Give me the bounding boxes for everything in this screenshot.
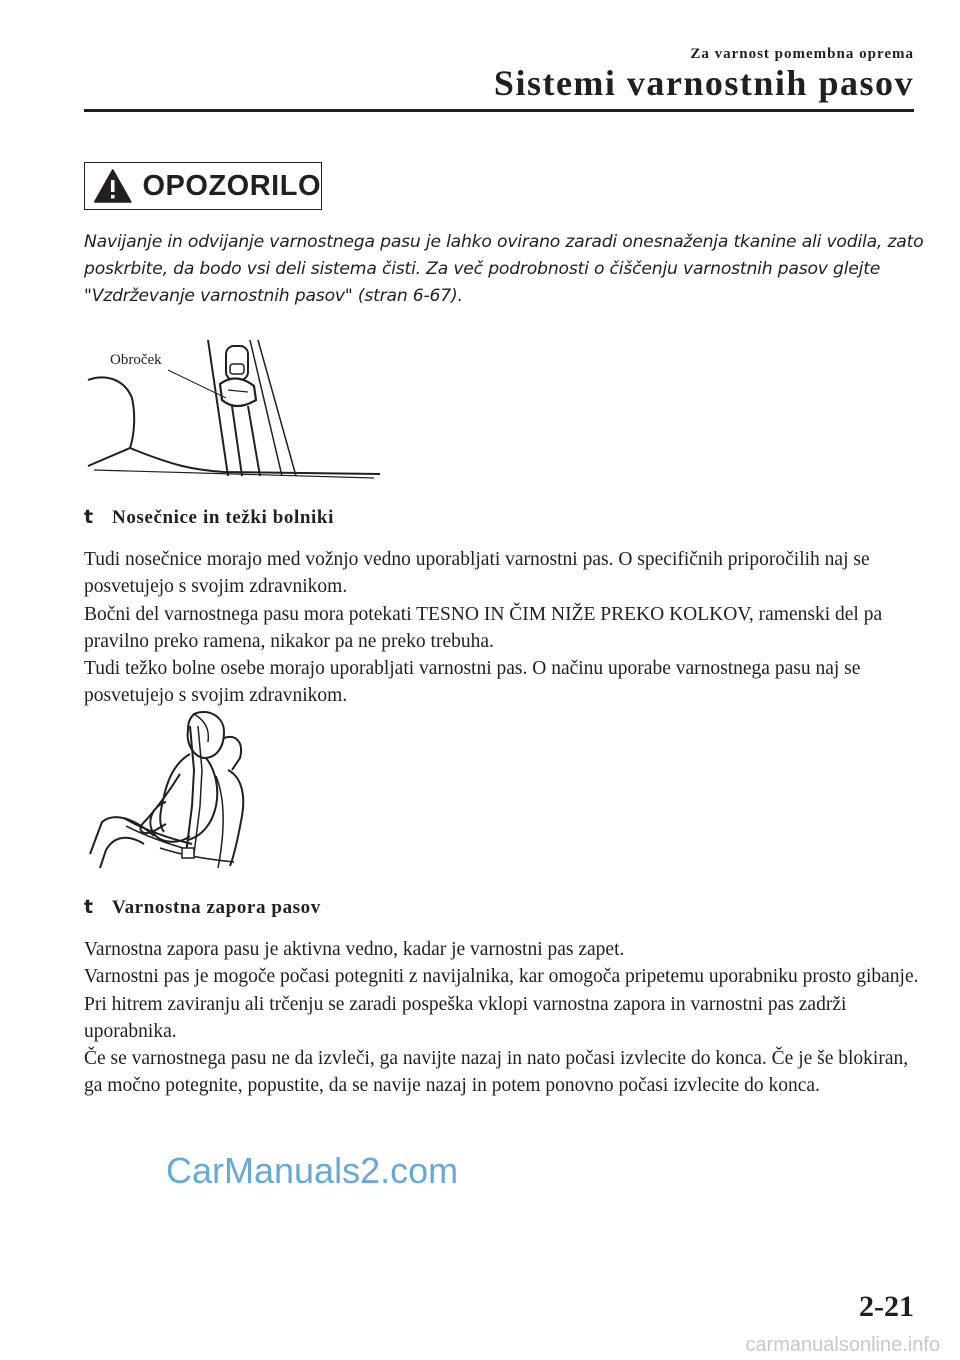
section-heading-pregnant bbox=[84, 506, 334, 529]
section-heading-belt-lock bbox=[84, 896, 321, 919]
seatbelt-ring-figure bbox=[84, 336, 384, 484]
paragraph: Tudi težko bolne osebe morajo uporabljati varnostni pas. O načinu uporabe varnostnega pasu naj se posvetujejo s svojim zdravnikom. bbox=[84, 658, 861, 707]
section-body-pregnant bbox=[84, 546, 924, 710]
warning-triangle-icon bbox=[93, 168, 133, 204]
paragraph: Tudi nosečnice morajo med vožnjo vedno uporabljati varnostni pas. O specifičnih priporočilih naj se posvetujejo s svojim zdravnikom. bbox=[84, 549, 870, 598]
paragraph: Bočni del varnostnega pasu mora potekati TESNO IN ČIM NIŽE PREKO KOLKOV, ramenski del pa pravilno preko ramena, nikakor pa ne preko trebuha. bbox=[84, 603, 883, 652]
warning-box bbox=[84, 162, 322, 210]
section-body-belt-lock bbox=[84, 936, 924, 1100]
section-title: Varnostna zapora pasov bbox=[112, 897, 321, 918]
section-header: Za varnost pomembna oprema bbox=[690, 46, 914, 62]
header-divider bbox=[84, 109, 914, 112]
page-title: Sistemi varnostnih pasov bbox=[493, 63, 914, 103]
paragraph: Varnostna zapora pasu je aktivna vedno, kadar je varnostni pas zapet. bbox=[84, 939, 625, 960]
bullet-icon: t bbox=[84, 896, 94, 918]
footer-watermark: carmanualsonline.info bbox=[745, 1334, 940, 1356]
bullet-icon: t bbox=[84, 506, 94, 528]
watermark: CarManuals2.com bbox=[166, 1150, 459, 1191]
warning-text: Navijanje in odvijanje varnostnega pasu je lahko ovirano zaradi onesnaženja tkanine ali vodila, zato poskrbite, da bodo vsi deli sistema čisti. Za več podrobnosti o čiščenju varnostnih pasov glejte "Vzdrževanje varnostnih pasov" (stran 6-67). bbox=[84, 232, 924, 306]
warning-label: OPOZORILO bbox=[142, 169, 321, 202]
page-number: 2-21 bbox=[859, 1290, 914, 1323]
paragraph: Če se varnostnega pasu ne da izvleči, ga navijte nazaj in nato počasi izvlecite do konca. Če je še blokiran, ga močno potegnite, popustite, da se navije nazaj in potem ponovno počasi izvlecite do konca. bbox=[84, 1048, 909, 1097]
pregnant-passenger-figure bbox=[84, 706, 254, 874]
section-title: Nosečnice in težki bolniki bbox=[112, 507, 334, 528]
ring-label: Obroček bbox=[110, 352, 162, 368]
paragraph: Varnostni pas je mogoče počasi potegniti z navijalnika, kar omogoča pripetemu uporabniku prosto gibanje. Pri hitrem zaviranju ali trčenju se zaradi pospeška vklopi varnostna zapora in varnostni pas zadrži uporabnika. bbox=[84, 966, 919, 1042]
